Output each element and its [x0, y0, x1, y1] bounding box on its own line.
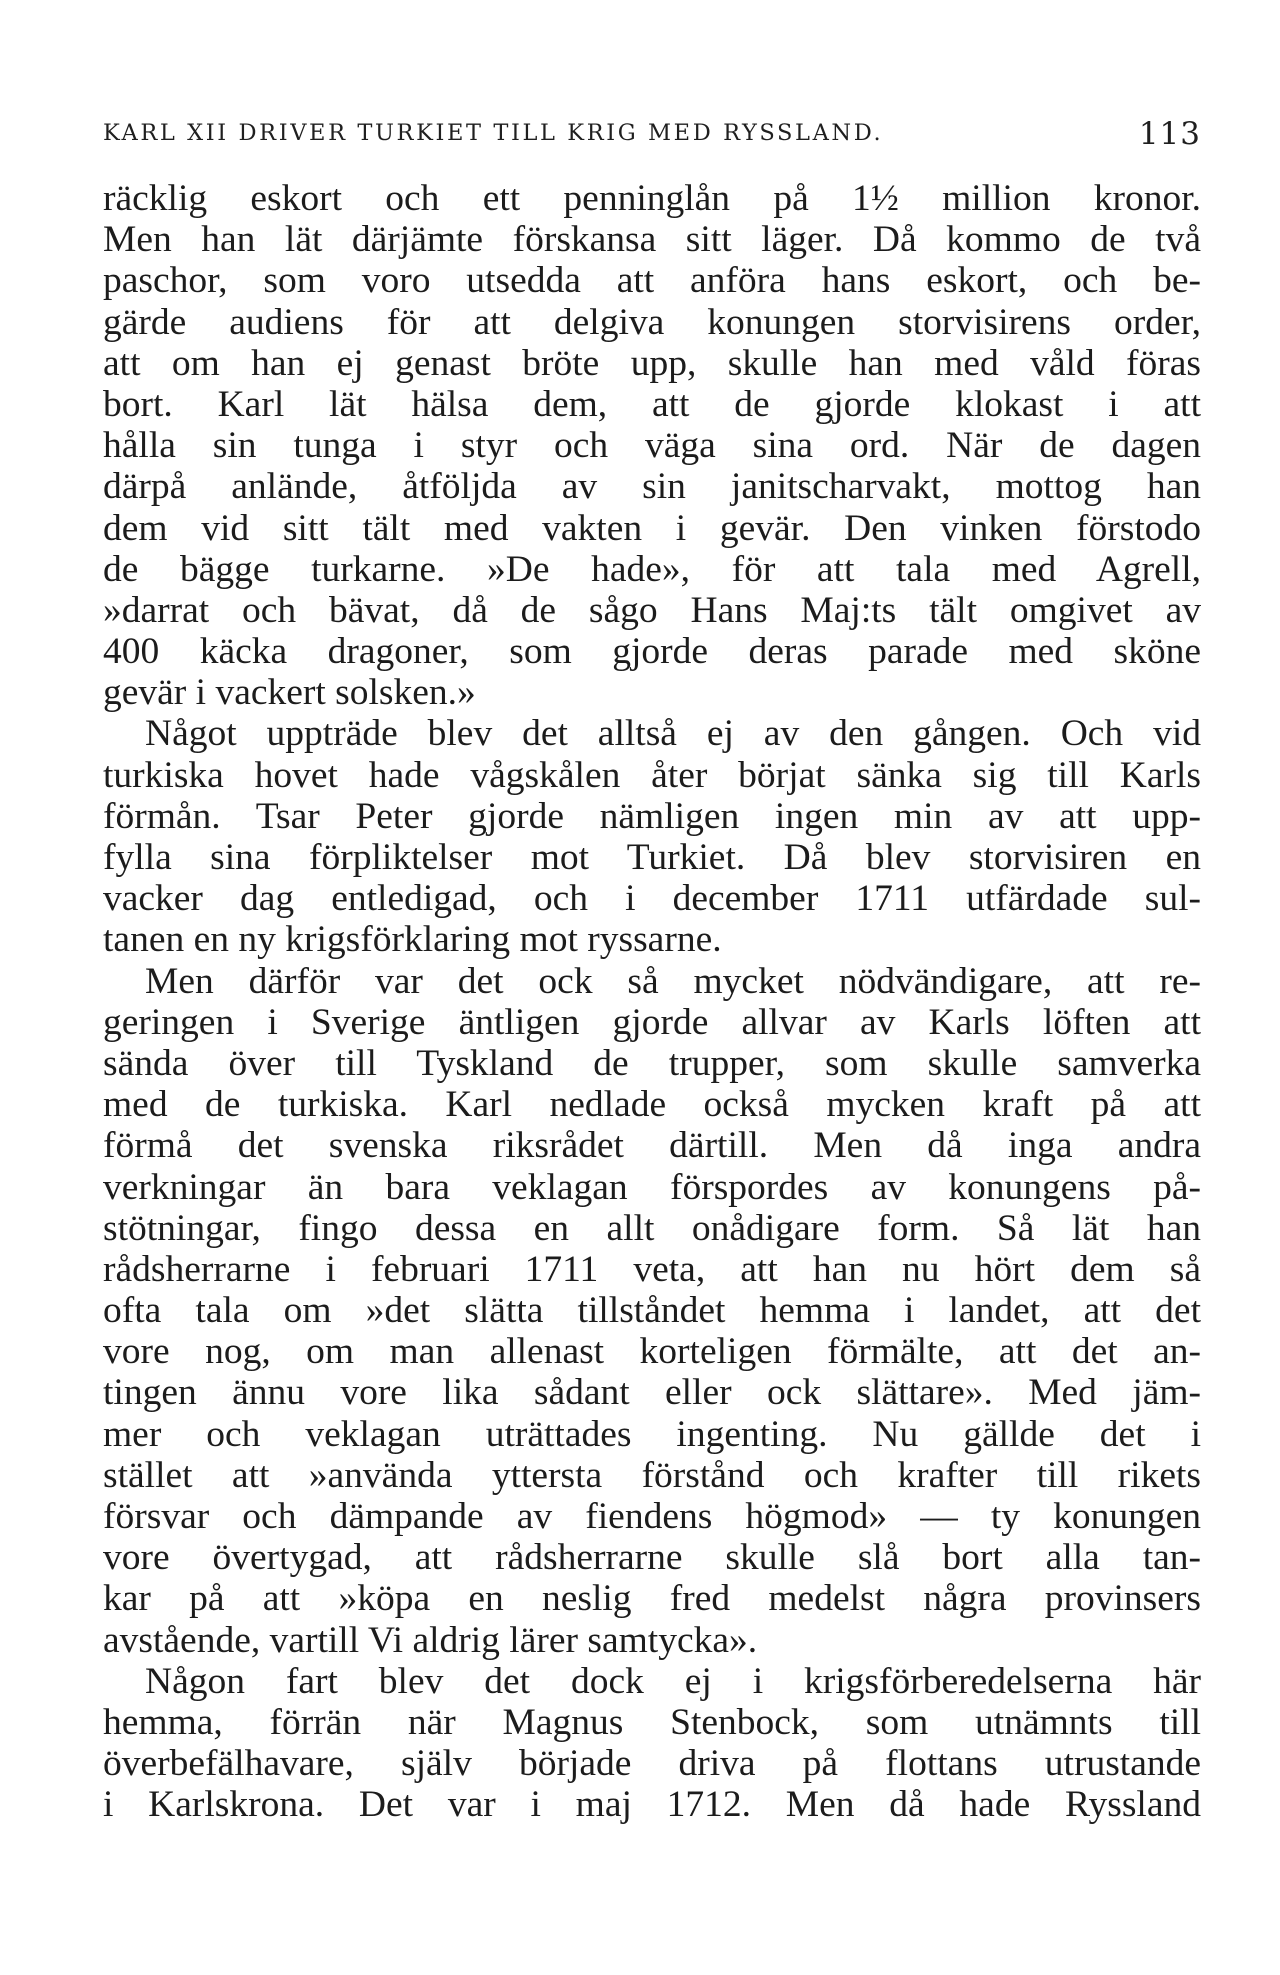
text-line: hemma, förrän när Magnus Stenbock, som utnämnts till — [103, 1701, 1201, 1743]
text-line: fylla sina förpliktelser mot Turkiet. Då blev storvisiren en — [103, 837, 1201, 878]
text-line: »darrat och bävat, då de sågo Hans Maj:ts tält omgivet av — [103, 589, 1201, 631]
text-line: förmå det svenska riksrådet därtill. Men då inga andra — [103, 1125, 1201, 1167]
running-head — [103, 116, 1201, 156]
paragraph — [103, 713, 1201, 960]
running-title: KARL XII DRIVER TURKIET TILL KRIG MED RYSSLAND. — [103, 120, 884, 146]
text-line: stötningar, fingo dessa en allt onådigare form. Så lät han — [103, 1207, 1201, 1249]
text-line: Någon fart blev det dock ej i krigsförberedelserna här — [145, 1660, 1201, 1702]
text-line: vore övertygad, att rådsherrarne skulle slå bort alla tan- — [103, 1537, 1201, 1579]
text-line: paschor, som voro utsedda att anföra hans eskort, och be- — [103, 260, 1201, 302]
text-line: 400 käcka dragoner, som gjorde deras parade med sköne — [103, 631, 1201, 673]
text-line: bort. Karl lät hälsa dem, att de gjorde klokast i att — [103, 383, 1201, 425]
text-line: gärde audiens för att delgiva konungen storvisirens order, — [103, 301, 1201, 343]
text-line: försvar och dämpande av fiendens högmod» — ty konungen — [103, 1496, 1201, 1537]
text-line: de bägge turkarne. »De hade», för att tala med Agrell, — [103, 548, 1201, 590]
text-line: Men han lät därjämte förskansa sitt läger. Då kommo de två — [103, 219, 1201, 261]
text-line: Något uppträde blev det alltså ej av den gången. Och vid — [145, 713, 1201, 755]
text-line: stället att »använda yttersta förstånd och krafter till rikets — [103, 1454, 1201, 1496]
text-line: tingen ännu vore lika sådant eller ock slättare». Med jäm- — [103, 1372, 1201, 1414]
text-line: överbefälhavare, själv började driva på flottans utrustande — [103, 1743, 1201, 1785]
text-line: kar på att »köpa en neslig fred medelst några provinsers — [103, 1578, 1201, 1620]
text-line: geringen i Sverige äntligen gjorde allvar av Karls löften att — [103, 1001, 1201, 1043]
paragraph — [103, 178, 1201, 713]
text-line: med de turkiska. Karl nedlade också mycken kraft på att — [103, 1084, 1201, 1126]
text-line: därpå anlände, åtföljda av sin janitscharvakt, mottog han — [103, 466, 1201, 508]
body-text — [103, 178, 1201, 1826]
page-number: 113 — [1138, 116, 1201, 152]
text-line: att om han ej genast bröte upp, skulle han med våld föras — [103, 342, 1201, 384]
text-line: vacker dag entledigad, och i december 1711 utfärdade sul- — [103, 878, 1201, 920]
text-line: vore nog, om man allenast korteligen förmälte, att det an- — [103, 1331, 1201, 1373]
text-line: sända över till Tyskland de trupper, som skulle samverka — [103, 1042, 1201, 1084]
text-line: hålla sin tunga i styr och väga sina ord. När de dagen — [103, 425, 1201, 467]
text-line: verkningar än bara veklagan förspordes av konungens på- — [103, 1166, 1201, 1208]
paragraph — [103, 1661, 1201, 1826]
text-line: rådsherrarne i februari 1711 veta, att han nu hört dem så — [103, 1248, 1201, 1290]
text-line: gevär i vackert solsken.» — [103, 672, 476, 714]
text-line: Men därför var det ock så mycket nödvändigare, att re- — [145, 960, 1201, 1002]
text-line: räcklig eskort och ett penninglån på 1½ million kronor. — [103, 178, 1201, 219]
text-line: mer och veklagan uträttades ingenting. Nu gällde det i — [103, 1413, 1201, 1455]
text-line: förmån. Tsar Peter gjorde nämligen ingen min av att upp- — [103, 795, 1201, 837]
text-line: turkiska hovet hade vågskålen åter börjat sänka sig till Karls — [103, 754, 1201, 796]
text-line: ofta tala om »det slätta tillståndet hemma i landet, att det — [103, 1290, 1201, 1332]
text-line: i Karlskrona. Det var i maj 1712. Men då hade Ryssland — [103, 1784, 1201, 1826]
paragraph — [103, 961, 1201, 1661]
text-line: tanen en ny krigsförklaring mot ryssarne. — [103, 919, 722, 961]
text-line: avstående, vartill Vi aldrig lärer samtycka». — [103, 1619, 758, 1661]
text-line: dem vid sitt tält med vakten i gevär. Den vinken förstodo — [103, 507, 1201, 549]
